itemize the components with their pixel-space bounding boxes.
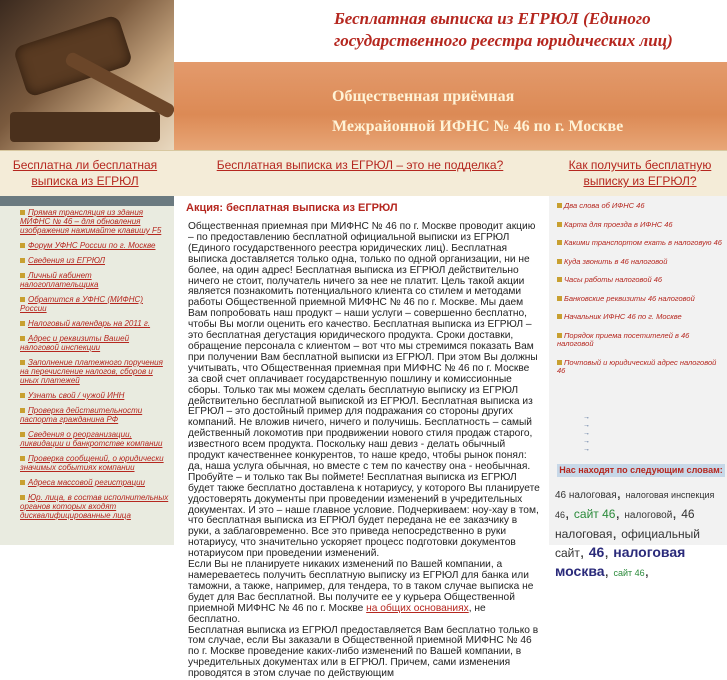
left-menu-item[interactable] — [20, 430, 170, 448]
right-menu-item[interactable] — [557, 239, 722, 248]
left-menu-item[interactable] — [20, 256, 170, 265]
nav-link-free-extract-line2: выписка из ЕГРЮЛ — [31, 174, 139, 188]
bullet-icon — [557, 360, 562, 365]
bullet-icon — [20, 393, 25, 398]
top-nav — [0, 150, 727, 198]
bullet-icon — [557, 203, 562, 208]
left-menu-item[interactable] — [20, 271, 170, 289]
article-paragraph-1: Общественная приемная при МИФНС № 46 по г. Москве проводит акцию – по предоставлению бесплатной официальной выписки из ЕГРЮЛ (Единого государственного реестра юридических лиц). Бесплатная выписка доставляется только одна, только по одной организации, ни не более, на один адрес! Бесплатная выписка из ЕГРЮЛ действительно ничего не стоит, получатель ничего за нее не платит. Цель такой акции является познакомить потенциального клиента со стилем и методами работы Общественной приемной МИФНС № 46 по г. Москве. Мы даем Вам попробовать наш продукт – наши услуги – совершенно бесплатно, чтобы Вы могли оценить его качество. Бесплатная выписка из ЕГРЮЛ – это бесплатная дегустация юридического продукта. Сроки доставки, обращение персонала с клиентом – вот что мы стремимся показать Вам при получении Вам бесплатной выписки из ЕГРЮЛ. При этом Вы должны учитывать, что Общественная приемная при МИФНС № 46 по г. Москве за свой счет оплачивает государственную пошлину и комиссионные сборы. Только так мы можем сделать бесплатную выписку из ЕГРЮЛ действительно бесплатной выпиской из ЕГРЮЛ. Бесплатная выписка из ЕГРЮЛ – это достойный пример для подражания со стороны других компаний. Не вложив ничего, ничего и получишь. Бесплатность – самый действенный локомотив при продвижении нового стиля продаж старого, известного всем продукта. Поскольку наш девиз - делать обычный продукт качественнее конкурентов, то наше кредо, чтобы рынок понял: да, наша услуга обычная, но вместе с тем по качеству она - необычная. Пробуйте – и только так Вы поймете! Бесплатная выписка из ЕГРЮЛ будет также бесплатно доставлена к нотариусу, у которого Вы планируете удостоверять документы при проведении изменений в учредительных документах. И это – наше главное условие. Подчеркиваем: ноу-хау в том, что бесплатная выписка из ЕГРЮЛ будет передана не ее заказчику в руки, а заблаговременно. Все это приведа непосредственно в руки нотариусу, что значительно ускоряет процесс подготовки документов нотариусом при проведении изменений. — [188, 221, 540, 560]
header-title-area — [174, 0, 727, 62]
article-paragraph-2b: , не бесплатно. — [188, 602, 486, 625]
tag-link[interactable]: налоговой — [624, 510, 673, 521]
header-subtitle-area — [174, 62, 727, 150]
tag-link[interactable]: официальный сайт — [555, 527, 700, 560]
bullet-icon — [20, 408, 25, 413]
left-menu-item[interactable] — [20, 208, 170, 235]
right-menu-item-label: Два слова об ИФНС 46 — [564, 201, 645, 210]
bullet-icon — [20, 336, 25, 341]
article-paragraph-2a: Если Вы не планируете никаких изменений по Вашей компании, а намереваетесь получить бесплатную выписку из ЕГРЮЛ для банка или таможни, а также, например, для тендера, то в таком случае выписка не будет для Вас бесплатной. Вы получите ее у курьера Общественной приемной МИФНС № 46 по г. Москве — [188, 559, 534, 614]
right-menu-item-label: Карта для проезда в ИФНС 46 — [564, 219, 673, 229]
bullet-icon — [557, 240, 562, 245]
left-menu-item-label: Форум УФНС России по г. Москве — [28, 241, 156, 250]
right-menu-item[interactable] — [557, 359, 722, 376]
bullet-icon — [20, 297, 25, 302]
right-sidebar-menu — [557, 202, 722, 386]
left-menu-item[interactable] — [20, 334, 170, 352]
nav-link-free-extract-line1: Бесплатна ли бесплатная — [12, 158, 158, 172]
tag-link[interactable]: 46 налоговая — [555, 507, 695, 541]
tag-cloud: 46 налоговая, налоговая инспекция 46, сайт 46, налоговой, 46 налоговая, официальный сайт, 46, налоговая москва, сайт 46, — [555, 485, 715, 580]
gavel-image — [0, 0, 174, 150]
header-banner — [0, 0, 727, 150]
right-menu-item[interactable] — [557, 313, 722, 322]
tag-link[interactable]: налоговая инспекция 46 — [555, 490, 715, 520]
left-menu-item-label: Прямая трансляция из здания МИФНС № 46 – для обновления изображения нажимайте клавишу F5 — [20, 208, 162, 235]
bullet-icon — [557, 222, 562, 227]
left-menu-item[interactable] — [20, 295, 170, 313]
search-phrases-heading: Нас находят по следующим словам: — [557, 464, 725, 477]
page-title — [334, 8, 724, 52]
right-menu-item-label: Какими транспортом ехать в налоговую 46 — [564, 238, 722, 247]
left-menu-item[interactable] — [20, 406, 170, 424]
left-sidebar-header — [0, 196, 174, 206]
tag-link[interactable]: 46 — [588, 544, 605, 560]
bullet-icon — [20, 321, 25, 326]
nav-link-how-to-get[interactable] — [560, 157, 720, 189]
left-menu-item-label: Адреса массовой регистрации — [28, 478, 145, 487]
nav-link-free-extract[interactable] — [10, 157, 160, 189]
subtitle-line1: Общественная приёмная — [332, 88, 515, 105]
left-menu-item[interactable] — [20, 493, 170, 520]
right-menu-item-label: Банковские реквизиты 46 налоговой — [564, 293, 695, 303]
bullet-icon — [20, 456, 25, 461]
tag-link[interactable]: 46 налоговая — [555, 490, 617, 501]
left-menu-item-label: Проверка действительности паспорта гражданина РФ — [20, 406, 143, 424]
bullet-icon — [20, 243, 25, 248]
right-menu-item[interactable] — [557, 332, 722, 349]
gavel-block-shape — [10, 112, 160, 142]
general-terms-link[interactable]: на общих основаниях — [366, 602, 469, 614]
bullet-icon — [20, 273, 25, 278]
right-sidebar — [549, 196, 727, 580]
left-menu-item-label: Обратится в УФНС (МИФНС) России — [20, 295, 143, 313]
bullet-icon — [557, 296, 562, 301]
nav-link-how-to-get-line1: Как получить бесплатную — [568, 158, 712, 172]
left-menu-item[interactable] — [20, 478, 170, 487]
right-menu-item-label: Куда звонить в 46 налоговой — [564, 256, 668, 266]
subtitle-line2: Межрайонной ИФНС № 46 по г. Москве — [332, 118, 624, 135]
left-menu-item-label: Заполнение платежного поручения на перечисление налогов, сборов и иных платежей — [20, 358, 163, 385]
right-menu-item[interactable] — [557, 221, 722, 230]
left-menu-item-label: Налоговый календарь на 2011 г. — [28, 319, 151, 328]
left-menu-item[interactable] — [20, 391, 170, 400]
page-title-line1: Бесплатная выписка из ЕГРЮЛ (Единого — [334, 9, 651, 28]
bullet-icon — [557, 259, 562, 264]
bullet-icon — [20, 480, 25, 485]
bullet-icon — [557, 333, 562, 338]
right-menu-item-label: Почтовый и юридический адрес налоговой 46 — [557, 357, 717, 375]
right-menu-item[interactable] — [557, 258, 722, 267]
left-menu-item-label: Сведения о реорганизации, ликвидации и банкротстве компании — [20, 430, 163, 448]
bullet-icon — [557, 277, 562, 282]
left-sidebar — [0, 196, 174, 545]
article-title: Акция: бесплатная выписка из ЕГРЮЛ — [186, 202, 398, 214]
right-menu-item-label: Порядок приема посетителей в 46 налоговой — [557, 330, 690, 348]
left-menu-item-label: Личный кабинет налогоплательщика — [20, 271, 99, 289]
left-sidebar-menu — [20, 208, 170, 526]
left-menu-item-label: Сведения из ЕГРЮЛ — [28, 256, 105, 265]
bullet-icon — [557, 314, 562, 319]
right-menu-item[interactable] — [557, 202, 722, 211]
left-menu-item-label: Проверка сообщений, о юридически значимых событиях компании — [20, 454, 164, 472]
left-menu-item-label: Юр. лица, в состав исполнительных органов которых входят дисквалифицированные лица — [20, 493, 169, 520]
tag-link[interactable]: сайт 46 — [573, 507, 616, 521]
article-body — [188, 222, 540, 680]
right-menu-item-label: Часы работы налоговой 46 — [564, 275, 663, 284]
bullet-icon — [20, 495, 25, 500]
main-content — [174, 196, 549, 680]
right-menu-item-label: Начальник ИФНС 46 по г. Москве — [564, 312, 682, 321]
tag-link[interactable]: налоговая москва — [555, 544, 686, 579]
bullet-icon — [20, 360, 25, 365]
bullet-icon — [20, 432, 25, 437]
left-menu-item[interactable] — [20, 454, 170, 472]
left-menu-item-label: Узнать свой / чужой ИНН — [28, 391, 125, 400]
right-menu-item[interactable] — [557, 276, 722, 285]
bullet-icon — [20, 258, 25, 263]
left-menu-item[interactable] — [20, 319, 170, 328]
right-menu-item[interactable] — [557, 295, 722, 304]
article-paragraph-3: Бесплатная выписка из ЕГРЮЛ предоставляется Вам бесплатно только в том случае, если Вы заказали в Общественной приемной МИФНС № 46 по г. Москве проведение каких-либо изменений по Вашей компании, в учредительных документах или в ЕГРЮЛ. Причем, сами изменения проводятся в этом случае по действующим — [188, 624, 539, 680]
page-title-line2: государственного реестра юридических лиц) — [334, 31, 673, 50]
tag-link[interactable]: сайт 46 — [613, 568, 645, 578]
left-menu-item[interactable] — [20, 241, 170, 250]
bullet-icon — [20, 210, 25, 215]
left-menu-item-label: Адрес и реквизиты Вашей налоговой инспекции — [20, 334, 130, 352]
nav-link-how-to-get-line2: выписку из ЕГРЮЛ? — [583, 174, 697, 188]
nav-link-not-fake[interactable]: Бесплатная выписка из ЕГРЮЛ – это не подделка? — [216, 158, 504, 172]
left-menu-item[interactable] — [20, 358, 170, 385]
right-sidebar-arrows: → → → → → — [583, 414, 590, 453]
